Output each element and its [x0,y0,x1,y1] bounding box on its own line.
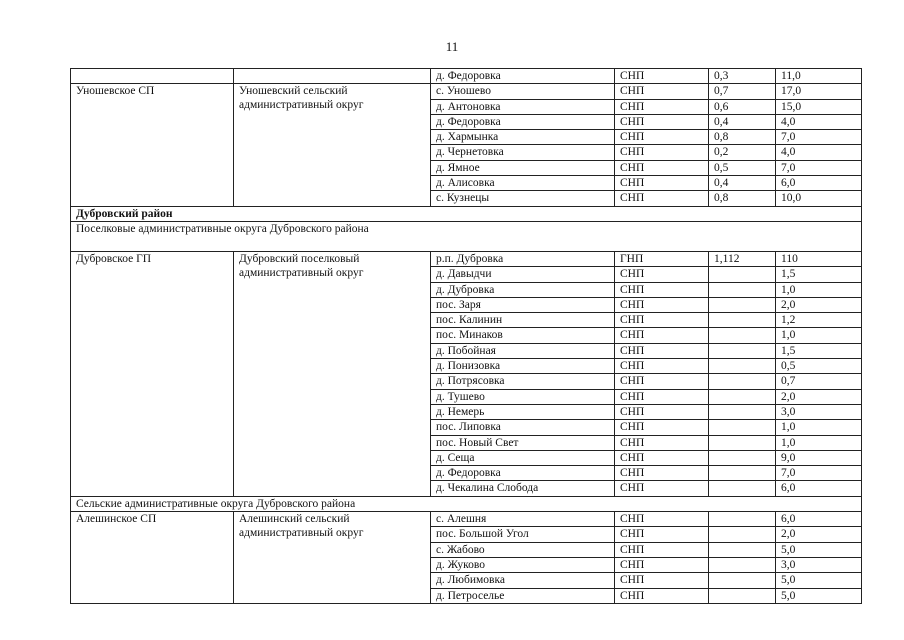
area-cell [709,481,776,496]
locality-cell: д. Петроселье [431,588,615,603]
area-cell [709,573,776,588]
area-cell [709,267,776,282]
table-row [71,69,862,84]
locality-cell: д. Понизовка [431,359,615,374]
type-cell: ГНП [615,251,709,266]
locality-cell: д. Дубровка [431,282,615,297]
area-cell [709,343,776,358]
population-cell: 1,0 [776,282,862,297]
type-cell: СНП [615,328,709,343]
population-cell: 1,2 [776,313,862,328]
locality-cell: д. Потрясовка [431,374,615,389]
population-cell: 0,5 [776,359,862,374]
locality-cell: пос. Минаков [431,328,615,343]
settlement-cell: Алешинское СП [71,512,234,604]
district-name-line1: Алешинский сельский [239,513,350,526]
population-cell: 5,0 [776,542,862,557]
population-cell: 110 [776,251,862,266]
type-cell: СНП [615,297,709,312]
subsection-title: Сельские административные округа Дубровского района [71,496,862,511]
type-cell: СНП [615,481,709,496]
settlement-cell: Уношевское СП [71,84,234,206]
district-name-line2: административный округ [239,527,364,540]
type-cell: СНП [615,527,709,542]
area-cell: 1,112 [709,251,776,266]
locality-cell: д. Жуково [431,557,615,572]
district-cell [234,84,431,206]
area-cell: 0,2 [709,145,776,160]
area-cell [709,313,776,328]
type-cell: СНП [615,130,709,145]
area-cell [709,512,776,527]
empty-cell [234,69,431,84]
area-cell [709,466,776,481]
table-row [71,84,862,99]
population-cell: 0,7 [776,374,862,389]
population-cell: 6,0 [776,481,862,496]
locality-cell: пос. Калинин [431,313,615,328]
population-cell: 7,0 [776,130,862,145]
population-cell: 3,0 [776,557,862,572]
locality-cell: р.п. Дубровка [431,251,615,266]
locality-cell: д. Федоровка [431,69,615,84]
type-cell: СНП [615,389,709,404]
area-cell [709,420,776,435]
type-cell: СНП [615,160,709,175]
locality-cell: д. Давыдчи [431,267,615,282]
district-name-line1: Дубровский поселковый [239,252,360,265]
type-cell: СНП [615,404,709,419]
locality-cell: д. Чернетовка [431,145,615,160]
locality-cell: д. Федоровка [431,466,615,481]
area-cell: 0,3 [709,69,776,84]
area-cell [709,359,776,374]
population-cell: 6,0 [776,176,862,191]
locality-cell: д. Хармынка [431,130,615,145]
area-cell: 0,5 [709,160,776,175]
area-cell: 0,7 [709,84,776,99]
locality-cell: д. Алисовка [431,176,615,191]
area-cell: 0,4 [709,114,776,129]
area-cell [709,297,776,312]
population-cell: 1,0 [776,420,862,435]
population-cell: 2,0 [776,389,862,404]
district-name-line1: Уношевский сельский [239,85,348,98]
locality-cell: д. Ямное [431,160,615,175]
district-name-line2: административный округ [239,99,364,112]
locality-cell: с. Уношево [431,84,615,99]
type-cell: СНП [615,313,709,328]
settlements-table [70,68,862,604]
table-row [71,221,862,251]
area-cell: 0,4 [709,176,776,191]
area-cell [709,404,776,419]
population-cell: 2,0 [776,297,862,312]
type-cell: СНП [615,343,709,358]
population-cell: 10,0 [776,191,862,206]
population-cell: 5,0 [776,573,862,588]
district-cell [234,251,431,496]
area-cell [709,435,776,450]
district-section-title: Дубровский район [71,206,862,221]
type-cell: СНП [615,557,709,572]
area-cell: 0,6 [709,99,776,114]
population-cell: 17,0 [776,84,862,99]
locality-cell: пос. Липовка [431,420,615,435]
table-row [71,206,862,221]
locality-cell: д. Побойная [431,343,615,358]
area-cell [709,588,776,603]
type-cell: СНП [615,374,709,389]
type-cell: СНП [615,145,709,160]
population-cell: 3,0 [776,404,862,419]
type-cell: СНП [615,191,709,206]
type-cell: СНП [615,282,709,297]
locality-cell: д. Немерь [431,404,615,419]
type-cell: СНП [615,267,709,282]
type-cell: СНП [615,99,709,114]
population-cell: 1,0 [776,435,862,450]
table-row [71,512,862,527]
locality-cell: д. Тушево [431,389,615,404]
population-cell: 2,0 [776,527,862,542]
locality-cell: д. Любимовка [431,573,615,588]
type-cell: СНП [615,542,709,557]
type-cell: СНП [615,450,709,465]
locality-cell: с. Кузнецы [431,191,615,206]
settlement-cell: Дубровское ГП [71,251,234,496]
area-cell [709,542,776,557]
population-cell: 9,0 [776,450,862,465]
population-cell: 1,5 [776,267,862,282]
population-cell: 7,0 [776,160,862,175]
population-cell: 7,0 [776,466,862,481]
type-cell: СНП [615,176,709,191]
empty-cell [71,69,234,84]
locality-cell: пос. Новый Свет [431,435,615,450]
locality-cell: д. Федоровка [431,114,615,129]
area-cell [709,450,776,465]
page-number: 11 [445,39,459,54]
locality-cell: с. Алешня [431,512,615,527]
table-row [71,251,862,266]
type-cell: СНП [615,512,709,527]
subsection-title: Поселковые административные округа Дубровского района [71,221,862,251]
table-row [71,496,862,511]
type-cell: СНП [615,588,709,603]
area-cell: 0,8 [709,191,776,206]
type-cell: СНП [615,69,709,84]
type-cell: СНП [615,114,709,129]
locality-cell: пос. Заря [431,297,615,312]
locality-cell: пос. Большой Угол [431,527,615,542]
area-cell: 0,8 [709,130,776,145]
type-cell: СНП [615,420,709,435]
type-cell: СНП [615,84,709,99]
type-cell: СНП [615,573,709,588]
type-cell: СНП [615,466,709,481]
district-name-line2: административный округ [239,266,364,279]
area-cell [709,557,776,572]
population-cell: 4,0 [776,145,862,160]
population-cell: 4,0 [776,114,862,129]
type-cell: СНП [615,359,709,374]
population-cell: 5,0 [776,588,862,603]
district-cell [234,512,431,604]
area-cell [709,389,776,404]
area-cell [709,527,776,542]
area-cell [709,374,776,389]
population-cell: 6,0 [776,512,862,527]
population-cell: 15,0 [776,99,862,114]
area-cell [709,328,776,343]
locality-cell: д. Антоновка [431,99,615,114]
locality-cell: с. Жабово [431,542,615,557]
population-cell: 1,0 [776,328,862,343]
area-cell [709,282,776,297]
locality-cell: д. Чекалина Слобода [431,481,615,496]
type-cell: СНП [615,435,709,450]
locality-cell: д. Сеща [431,450,615,465]
population-cell: 1,5 [776,343,862,358]
population-cell: 11,0 [776,69,862,84]
